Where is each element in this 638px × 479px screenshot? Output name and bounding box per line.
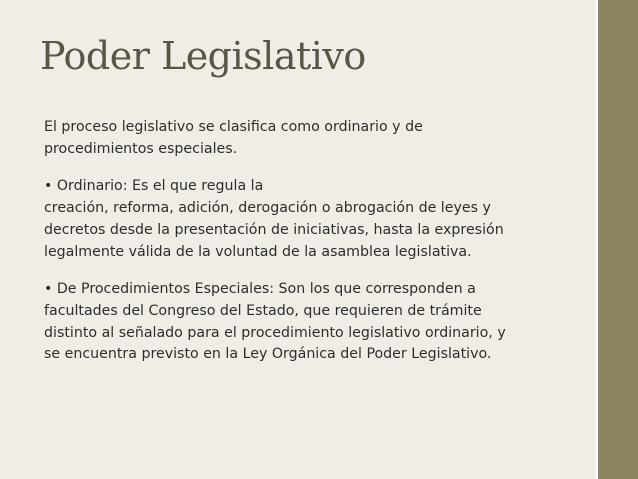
text-line: decretos desde la presentación de iniciativas, hasta la expresión xyxy=(44,221,504,238)
text-line: El proceso legislativo se clasifica como ordinario y de xyxy=(44,119,423,135)
text-line: procedimientos especiales. xyxy=(44,140,238,157)
accent-bar xyxy=(598,0,638,479)
text-line: facultades del Congreso del Estado, que requieren de trámite xyxy=(44,302,482,319)
slide-title: Poder Legislativo xyxy=(40,34,366,78)
intro-paragraph xyxy=(44,117,574,160)
text-line: se encuentra previsto en la Ley Orgánica del Poder Legislativo. xyxy=(44,346,492,363)
text-line: creación, reforma, adición, derogación o abrogación de leyes y xyxy=(44,200,491,217)
text-line: legalmente válida de la voluntad de la asamblea legislativa. xyxy=(44,243,472,260)
bullet-ordinario xyxy=(44,176,574,263)
text-line: • De Procedimientos Especiales: Son los que corresponden a xyxy=(44,281,476,298)
slide-body xyxy=(44,117,574,366)
text-line: distinto al señalado para el procedimiento legislativo ordinario, y xyxy=(44,324,506,341)
text-line: • Ordinario: Es el que regula la xyxy=(44,178,264,195)
bullet-procedimientos-especiales xyxy=(44,279,574,366)
